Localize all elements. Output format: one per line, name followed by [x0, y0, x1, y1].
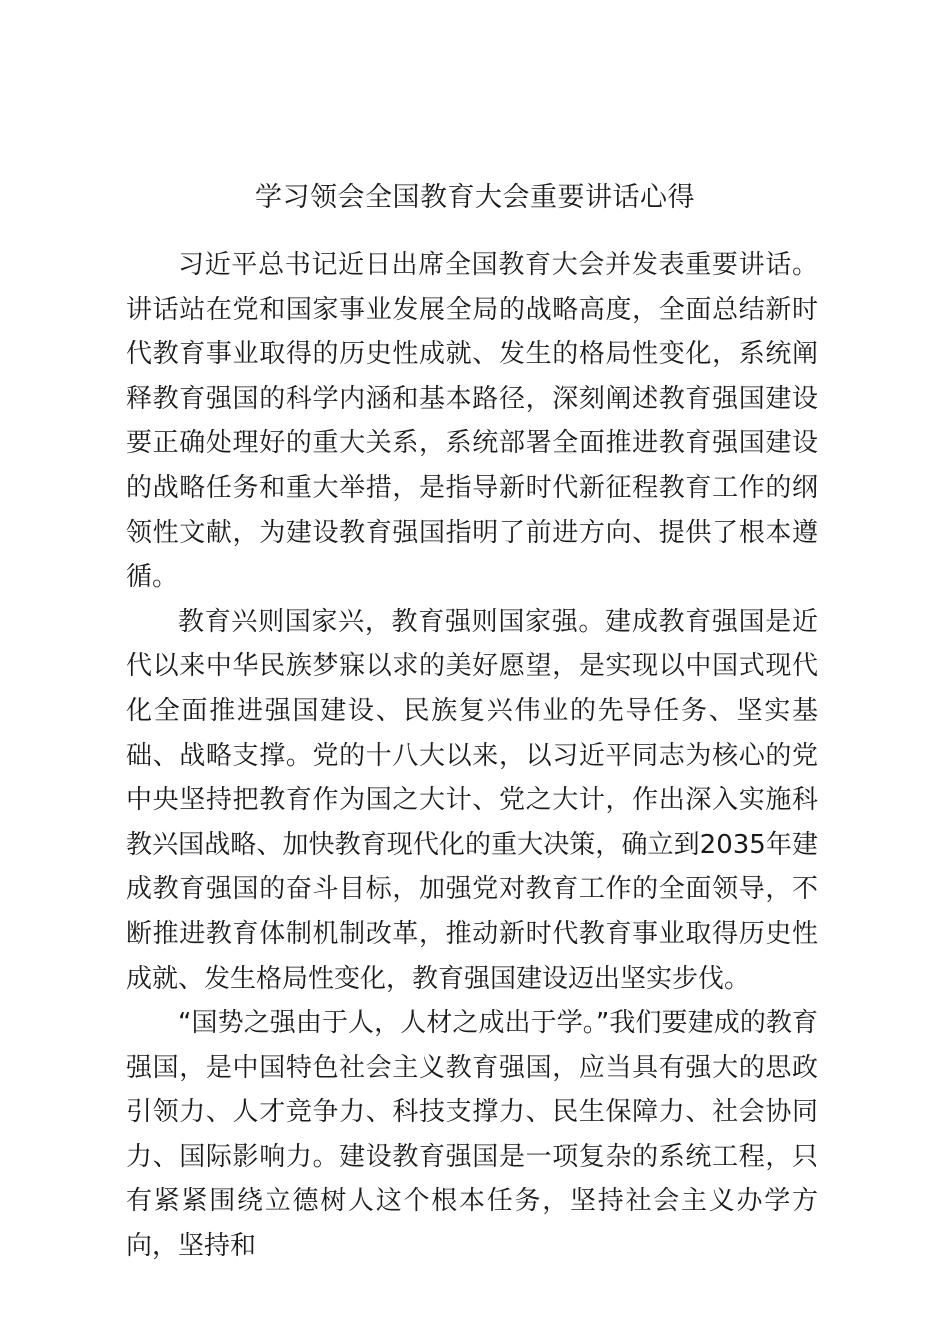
- paragraph-3: “国势之强由于人，人材之成出于学。”我们要建成的教育强国，是中国特色社会主义教育强国，应当具有强大的思政引领力、人才竞争力、科技支撑力、民生保障力、社会协同力、国际影响力。建设教育强国是一项复杂的系统工程，只有紧紧围绕立德树人这个根本任务，坚持社会主义办学方向，坚持和: [126, 1008, 818, 1262]
- document-title: 学习领会全国教育大会重要讲话心得: [255, 182, 695, 213]
- paragraph-1: 习近平总书记近日出席全国教育大会并发表重要讲话。讲话站在党和国家事业发展全局的战略高度，全面总结新时代教育事业取得的历史性成就、发生的格局性变化，系统阐释教育强国的科学内涵和基本路径，深刻阐述教育强国建设要正确处理好的重大关系，系统部署全面推进教育强国建设的战略任务和重大举措，是指导新时代新征程教育工作的纲领性文献，为建设教育强国指明了前进方向、提供了根本遵循。: [126, 250, 818, 593]
- paragraph-2: 教育兴则国家兴，教育强则国家强。建成教育强国是近代以来中华民族梦寐以求的美好愿望，是实现以中国式现代化全面推进强国建设、民族复兴伟业的先导任务、坚实基础、战略支撑。党的十八大以来，以习近平同志为核心的党中央坚持把教育作为国之大计、党之大计，作出深入实施科教兴国战略、加快教育现代化的重大决策，确立到2035年建成教育强国的奋斗目标，加强党对教育工作的全面领导，不断推进教育体制机制改革，推动新时代教育事业取得历史性成就、发生格局性变化，教育强国建设迈出坚实步伐。: [126, 606, 818, 994]
- document-body: [126, 243, 818, 1269]
